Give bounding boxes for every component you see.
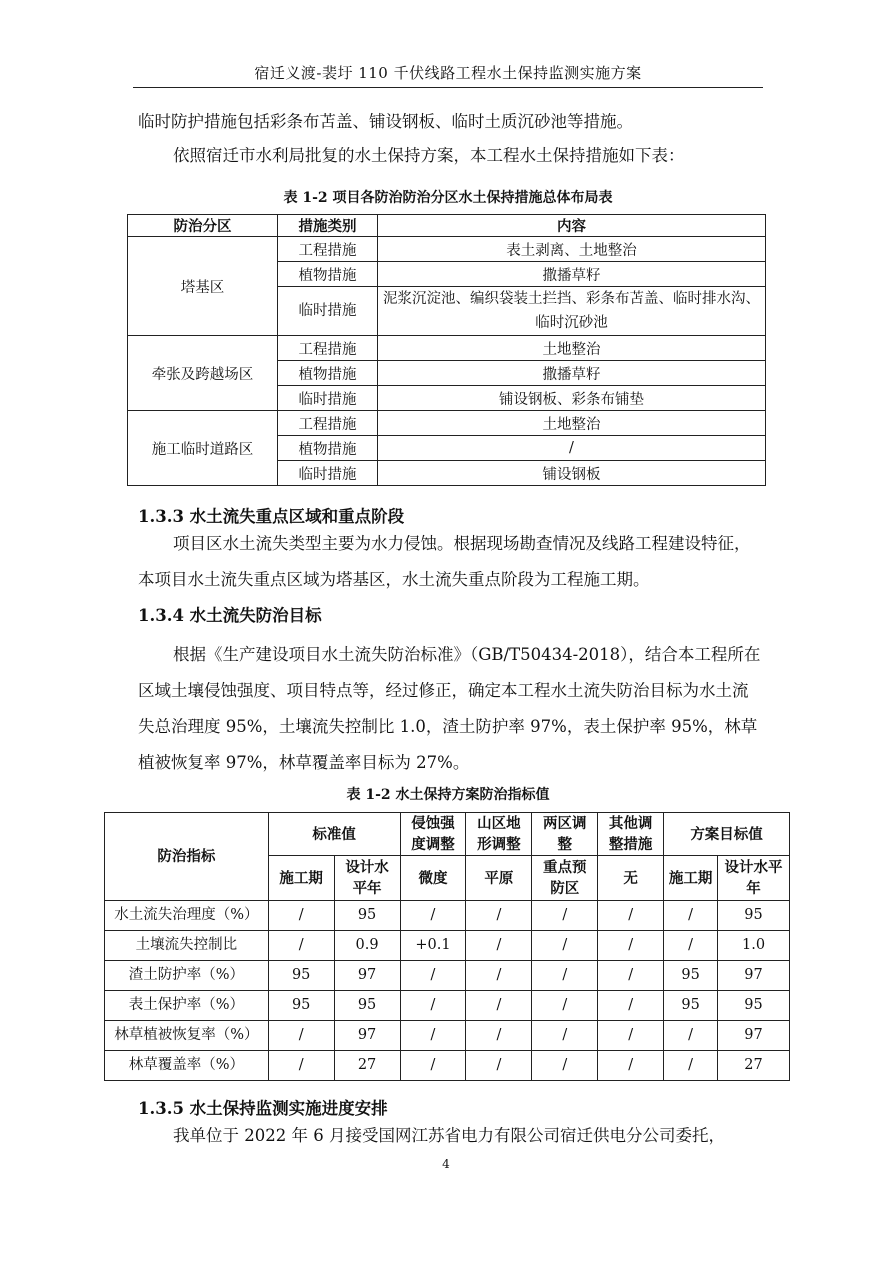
- column-subheader: 微度: [400, 856, 466, 901]
- indicator-value-cell: /: [598, 1021, 664, 1051]
- indicator-value-cell: /: [598, 961, 664, 991]
- column-subheader: 无: [598, 856, 664, 901]
- measure-type-cell: 植物措施: [278, 262, 378, 287]
- measure-type-cell: 工程措施: [278, 411, 378, 436]
- indicator-value-cell: 27: [334, 1051, 400, 1081]
- indicator-name-cell: 土壤流失控制比: [105, 931, 269, 961]
- indicator-value-cell: /: [268, 901, 334, 931]
- paragraph-targets: 根据《生产建设项目水土流失防治标准》（GB/T50434-2018），结合本工程所在区域土壤侵蚀强度、项目特点等，经过修正，确定本工程水土流失防治目标为水土流失总治理度 95%，土壤流失控制比 1.0，渣土防护率 97%，表土保护率 95%，林草植被恢复率 97%，林草覆盖率目标为 27%。: [138, 645, 761, 772]
- indicator-value-cell: /: [664, 901, 718, 931]
- indicator-value-cell: 95: [268, 961, 334, 991]
- measure-type-cell: 工程措施: [278, 336, 378, 361]
- table-row: [105, 901, 790, 931]
- measure-content-cell: 表土剥离、土地整治: [378, 237, 766, 262]
- indicator-value-cell: /: [532, 1021, 598, 1051]
- indicator-value-cell: 0.9: [334, 931, 400, 961]
- measure-content-cell: /: [378, 436, 766, 461]
- page-number: 4: [442, 1157, 450, 1171]
- indicator-value-cell: 95: [334, 901, 400, 931]
- indicator-value-cell: 97: [718, 961, 790, 991]
- table-row: [105, 931, 790, 961]
- column-subheader: 平原: [466, 856, 532, 901]
- indicator-name-cell: 林草覆盖率（%）: [105, 1051, 269, 1081]
- indicator-value-cell: 27: [718, 1051, 790, 1081]
- table-row: [128, 411, 766, 436]
- column-subheader: 设计水平年: [334, 856, 400, 901]
- indicator-name-cell: 水土流失治理度（%）: [105, 901, 269, 931]
- indicator-name-cell: 渣土防护率（%）: [105, 961, 269, 991]
- measure-type-cell: 植物措施: [278, 436, 378, 461]
- zone-name-cell: 施工临时道路区: [128, 411, 278, 486]
- indicator-value-cell: /: [664, 931, 718, 961]
- indicator-value-cell: /: [268, 1051, 334, 1081]
- paragraph-key-areas: 项目区水土流失类型主要为水力侵蚀。根据现场勘查情况及线路工程建设特征，本项目水土流失重点区域为塔基区，水土流失重点阶段为工程施工期。: [138, 534, 751, 589]
- paragraph-schedule: 我单位于 2022 年 6 月接受国网江苏省电力有限公司宿迁供电分公司委托，: [173, 1126, 725, 1145]
- indicator-value-cell: /: [400, 1051, 466, 1081]
- column-header: 侵蚀强度调整: [400, 813, 466, 856]
- prevention-targets-table: [104, 812, 790, 1081]
- measure-content-cell: 土地整治: [378, 411, 766, 436]
- section-heading-key-areas: 1.3.3 水土流失重点区域和重点阶段: [138, 507, 405, 526]
- measure-type-cell: 工程措施: [278, 237, 378, 262]
- measures-layout-table: [127, 214, 766, 486]
- table-row: [105, 961, 790, 991]
- indicator-value-cell: /: [400, 1021, 466, 1051]
- zone-name-cell: 牵张及跨越场区: [128, 336, 278, 411]
- indicator-value-cell: /: [598, 931, 664, 961]
- indicator-value-cell: /: [268, 1021, 334, 1051]
- zone-name-cell: 塔基区: [128, 237, 278, 336]
- indicator-value-cell: 95: [718, 901, 790, 931]
- table2-caption: 表 1-2 水土保持方案防治指标值: [346, 787, 550, 803]
- indicator-value-cell: /: [466, 1051, 532, 1081]
- measure-content-cell: 铺设钢板: [378, 461, 766, 486]
- column-header: 防治指标: [105, 813, 269, 901]
- measure-type-cell: 植物措施: [278, 361, 378, 386]
- column-header: 防治分区: [128, 215, 278, 237]
- indicator-value-cell: /: [466, 931, 532, 961]
- column-subheader: 重点预防区: [532, 856, 598, 901]
- measure-type-cell: 临时措施: [278, 287, 378, 336]
- table-row: [128, 336, 766, 361]
- indicator-value-cell: /: [400, 991, 466, 1021]
- indicator-value-cell: /: [466, 1021, 532, 1051]
- indicator-value-cell: 95: [268, 991, 334, 1021]
- measure-content-cell: 铺设钢板、彩条布铺垫: [378, 386, 766, 411]
- table-header-row: [128, 215, 766, 237]
- indicator-value-cell: /: [598, 901, 664, 931]
- indicator-value-cell: 1.0: [718, 931, 790, 961]
- page-header: 宿迁义渡-裴圩 110 千伏线路工程水土保持监测实施方案: [133, 62, 763, 88]
- indicator-value-cell: /: [466, 991, 532, 1021]
- table-row: [128, 237, 766, 262]
- indicator-value-cell: /: [532, 931, 598, 961]
- paragraph-table-intro: 依照宿迁市水利局批复的水土保持方案，本工程水土保持措施如下表：: [173, 146, 685, 165]
- indicator-value-cell: /: [664, 1051, 718, 1081]
- indicator-value-cell: /: [532, 901, 598, 931]
- section-heading-schedule: 1.3.5 水土保持监测实施进度安排: [138, 1099, 388, 1118]
- indicator-name-cell: 表土保护率（%）: [105, 991, 269, 1021]
- column-header: 其他调整措施: [598, 813, 664, 856]
- column-header: 两区调整: [532, 813, 598, 856]
- indicator-value-cell: 95: [664, 991, 718, 1021]
- measure-content-cell: 泥浆沉淀池、编织袋装土拦挡、彩条布苫盖、临时排水沟、临时沉砂池: [378, 287, 766, 336]
- table1-caption: 表 1-2 项目各防治防治分区水土保持措施总体布局表: [283, 190, 613, 206]
- column-subheader: 施工期: [268, 856, 334, 901]
- indicator-value-cell: /: [532, 1051, 598, 1081]
- table-row: [105, 1051, 790, 1081]
- paragraph-temporary-measures: 临时防护措施包括彩条布苫盖、铺设钢板、临时土质沉砂池等措施。: [138, 112, 633, 131]
- column-subheader: 施工期: [664, 856, 718, 901]
- table-row: [105, 991, 790, 1021]
- indicator-value-cell: /: [598, 1051, 664, 1081]
- table-row: [105, 1021, 790, 1051]
- indicator-value-cell: 95: [334, 991, 400, 1021]
- indicator-value-cell: 97: [334, 961, 400, 991]
- indicator-value-cell: /: [664, 1021, 718, 1051]
- indicator-value-cell: /: [400, 901, 466, 931]
- measure-type-cell: 临时措施: [278, 461, 378, 486]
- measure-type-cell: 临时措施: [278, 386, 378, 411]
- measure-content-cell: 撒播草籽: [378, 262, 766, 287]
- indicator-value-cell: +0.1: [400, 931, 466, 961]
- indicator-value-cell: /: [466, 901, 532, 931]
- column-header: 内容: [378, 215, 766, 237]
- indicator-value-cell: 95: [664, 961, 718, 991]
- measure-content-cell: 土地整治: [378, 336, 766, 361]
- indicator-value-cell: 95: [718, 991, 790, 1021]
- indicator-value-cell: 97: [718, 1021, 790, 1051]
- column-header: 山区地形调整: [466, 813, 532, 856]
- measure-content-cell: 撒播草籽: [378, 361, 766, 386]
- indicator-value-cell: /: [466, 961, 532, 991]
- indicator-name-cell: 林草植被恢复率（%）: [105, 1021, 269, 1051]
- indicator-value-cell: 97: [334, 1021, 400, 1051]
- section-heading-targets: 1.3.4 水土流失防治目标: [138, 606, 322, 625]
- indicator-value-cell: /: [400, 961, 466, 991]
- indicator-value-cell: /: [598, 991, 664, 1021]
- table-header-row: [105, 813, 790, 856]
- column-header: 措施类别: [278, 215, 378, 237]
- indicator-value-cell: /: [532, 991, 598, 1021]
- column-header: 方案目标值: [664, 813, 790, 856]
- indicator-value-cell: /: [268, 931, 334, 961]
- column-subheader: 设计水平年: [718, 856, 790, 901]
- indicator-value-cell: /: [532, 961, 598, 991]
- column-header: 标准值: [268, 813, 400, 856]
